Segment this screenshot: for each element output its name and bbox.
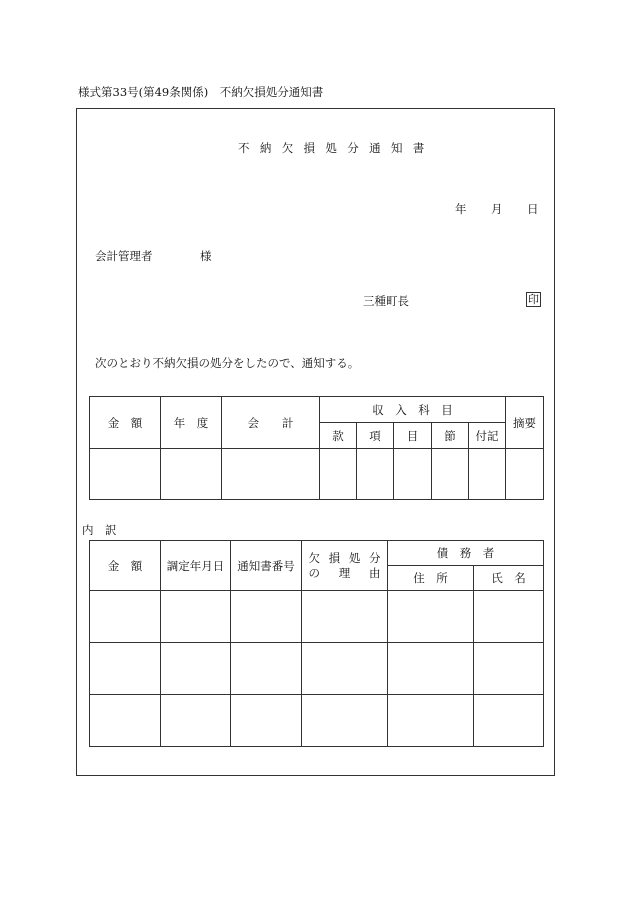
table-row [90,449,544,500]
reason-line-1: 欠損処分 [308,550,381,565]
fuki-cell [469,449,506,500]
sender-name: 三種町長 [363,294,409,308]
subheader-kou: 項 [357,423,394,449]
remarks-cell [506,449,544,500]
date-year-label: 年 [455,202,467,216]
breakdown-header-reason [302,541,388,591]
breakdown-header-assessment-date: 調定年月日 [161,541,231,591]
breakdown-header-notice-number: 通知書番号 [231,541,302,591]
document-title: 不納欠損処分通知書 [238,141,435,155]
main-table [89,396,544,500]
breakdown-table [89,540,544,747]
account-cell [222,449,320,500]
header-account: 会 計 [222,397,320,449]
header-remarks: 摘要 [506,397,544,449]
addressee-name: 会計管理者 [95,249,153,263]
reason-line-2: の理由 [308,565,381,580]
header-fiscal-year: 年 度 [161,397,222,449]
amount-cell [90,449,161,500]
notice-body-text: 次のとおり不納欠損の処分をしたので、通知する。 [95,356,360,370]
date-day-label: 日 [527,202,539,216]
subheader-setsu: 節 [432,423,469,449]
table-row [90,591,544,643]
breakdown-header-address: 住 所 [388,566,474,591]
header-amount: 金 額 [90,397,161,449]
date-month-label: 月 [491,202,503,216]
table-row [90,695,544,747]
kan-cell [320,449,357,500]
moku-cell [394,449,432,500]
subheader-moku: 目 [394,423,432,449]
kou-cell [357,449,394,500]
breakdown-header-amount: 金 額 [90,541,161,591]
form-number-heading: 様式第33号(第49条関係) 不納欠損処分通知書 [78,85,324,99]
subheader-fuki: 付記 [469,423,506,449]
breakdown-header-name: 氏 名 [474,566,544,591]
header-revenue-category: 収 入 科 目 [320,397,506,423]
table-row [90,643,544,695]
breakdown-header-debtor: 債 務 者 [388,541,544,566]
breakdown-label: 内 訳 [82,523,117,537]
seal-mark: 印 [528,293,539,306]
subheader-kan: 款 [320,423,357,449]
addressee-honorific: 様 [200,249,212,263]
setsu-cell [432,449,469,500]
fiscal-year-cell [161,449,222,500]
